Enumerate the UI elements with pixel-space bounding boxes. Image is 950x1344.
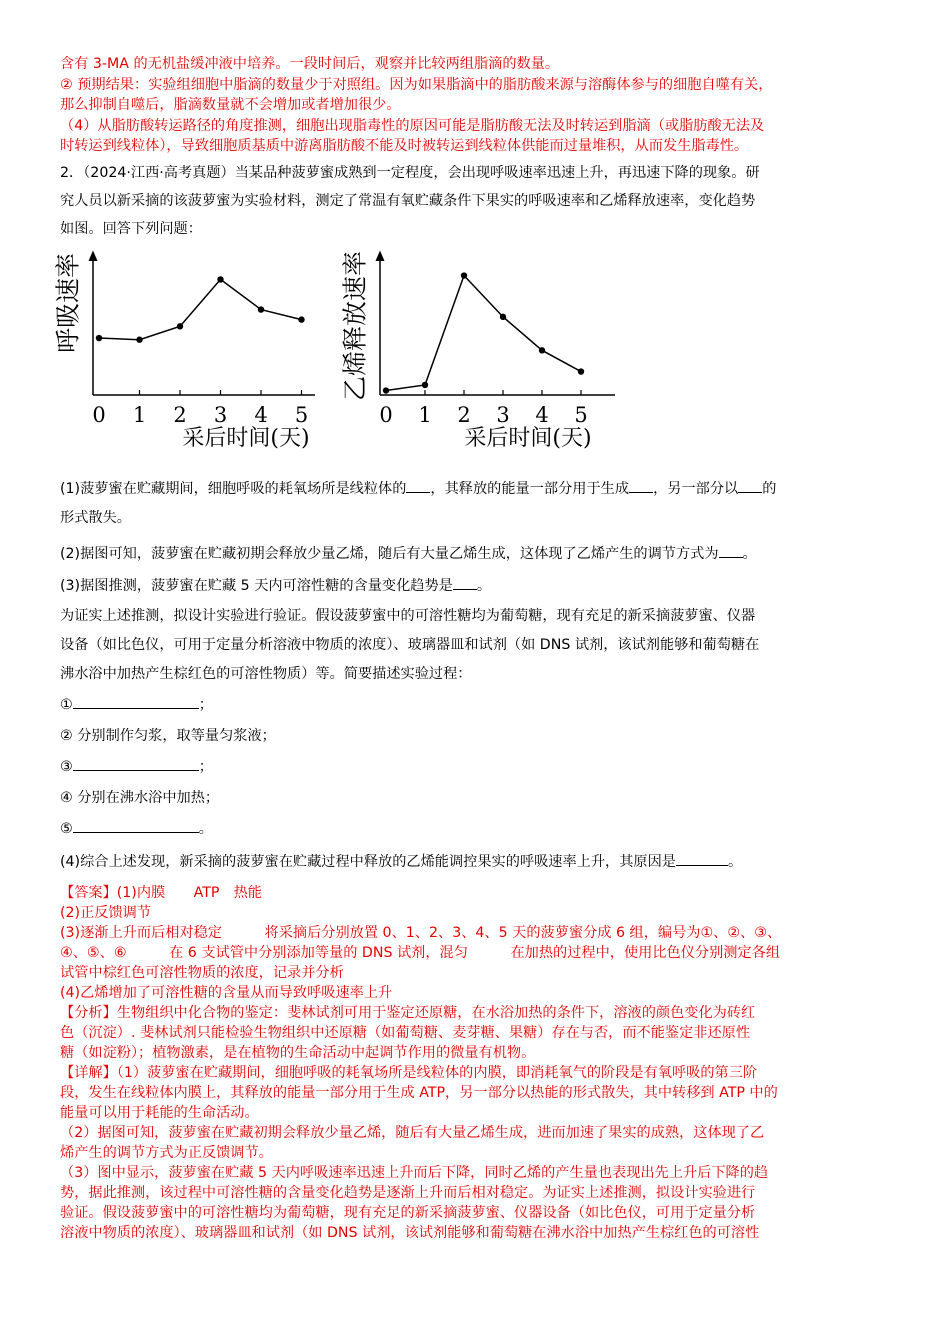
question-stem-line: 如图。回答下列问题： [60, 220, 202, 237]
data-point [217, 276, 223, 282]
question-text: ，其释放的能量一部分用于生成 [430, 480, 630, 497]
answer-blank[interactable] [73, 693, 199, 709]
step-marker: ⑤ [60, 820, 73, 837]
analysis-line: 【分析】生物组织中化合物的鉴定：斐林试剂可用于鉴定还原糖，在水浴加热的条件下，溶液的颜色变化为砖红 [60, 1004, 756, 1021]
analysis-line: 糖（如淀粉）；植物激素，是在植物的生命活动中起调节作用的微量有机物。 [60, 1044, 536, 1061]
question-text: (2)据图可知，菠萝蜜在贮藏初期会释放少量乙烯，随后有大量乙烯生成，这体现了乙烯产生的调节方式为 [60, 545, 719, 562]
text-line: ② 预期结果：实验组细胞中脂滴的数量少于对照组。因为如果脂滴中的脂肪酸来源与溶酶体参与的细胞自噬有关， [60, 76, 773, 93]
questions [60, 475, 896, 877]
x-tick-label: 0 [379, 402, 393, 427]
x-tick-label: 3 [213, 402, 228, 427]
step-punct: ； [198, 696, 213, 713]
question-intro [60, 159, 896, 243]
explanation-line: 验证。假设菠萝蜜中的可溶性糖均为葡萄糖，现有充足的新采摘菠萝蜜、仪器设备（如比色仪，可用于定量分析 [60, 1204, 756, 1221]
previous-answer-block [60, 54, 896, 157]
explanation-line: 烯产生的调节方式为正反馈调节。 [60, 1144, 273, 1161]
data-point [298, 316, 304, 322]
x-tick-label: 4 [254, 402, 268, 427]
step-marker: ③ [60, 758, 73, 775]
answer-line: (2)正反馈调节 [60, 904, 152, 921]
question-stem-line: 2．（2024·江西·高考真题）当某品种菠萝蜜成熟到一定程度，会出现呼吸速率迅速上升，再迅速下降的现象。研 [60, 164, 760, 181]
question-2 [60, 540, 896, 569]
respiration-chart-svg [53, 252, 320, 471]
question-text: 的 [762, 480, 777, 497]
x-tick-label: 5 [574, 402, 588, 427]
ethylene-chart-svg [340, 250, 643, 471]
series-line [99, 279, 302, 339]
ethylene-release-rate-chart [340, 250, 643, 475]
question-stem-line: 究人员以新采摘的该菠萝蜜为实验材料，测定了常温有氧贮藏条件下果实的呼吸速率和乙烯释放速率，变化趋势 [60, 192, 756, 209]
x-tick-label: 2 [457, 402, 471, 427]
y-axis-label: 呼吸速率 [53, 252, 83, 353]
step-punct: 。 [198, 820, 213, 837]
text-line: 含有 3-MA 的无机盐缓冲液中培养。一段时间后，观察并比较两组脂滴的数量。 [60, 56, 560, 72]
data-point [578, 368, 584, 374]
question-text: ，另一部分以 [653, 480, 739, 497]
x-axis-label: 采后时间(天) [182, 425, 310, 451]
experiment-text: 为证实上述推测，拟设计实验进行验证。假设菠萝蜜中的可溶性糖均为葡萄糖，现有充足的新采摘菠萝蜜、仪器 [60, 607, 756, 624]
question-3 [60, 572, 896, 601]
x-axis-label: 采后时间(天) [464, 425, 592, 451]
answer-line: 【答案】(1)内膜 ATP 热能 [60, 884, 262, 901]
answer-line: ④、⑤、⑥ 在 6 支试管中分别添加等量的 DNS 试剂，混匀 在加热的过程中，使用比色仪分别测定各组 [60, 944, 781, 961]
explanation-line: 能量可以用于耗能的生命活动。 [60, 1104, 259, 1121]
x-tick-label: 5 [294, 402, 309, 427]
answer-blank[interactable] [629, 477, 653, 493]
answer-line: (3)逐渐上升而后相对稳定 将采摘后分别放置 0、1、2、3、4、5 天的菠萝蜜分成 6 组，编号为①、②、③、 [60, 924, 782, 941]
answer-blank[interactable] [73, 755, 199, 771]
text-line: 时转运到线粒体），导致细胞质基质中游离脂肪酸不能及时被转运到线粒体供能而过量堆积，从而发生脂毒性。 [60, 138, 749, 154]
answer-block [60, 883, 896, 1243]
x-tick-label: 3 [496, 402, 510, 427]
explanation-line: 势，据此推测，该过程中可溶性糖的含量变化趋势是逐渐上升而后相对稳定。为证实上述推测，拟设计实验进行 [60, 1184, 756, 1201]
explanation-line: 【详解】（1）菠萝蜜在贮藏期间，细胞呼吸的耗氧场所是线粒体的内膜，即消耗氧气的阶段是有氧呼吸的第三阶 [60, 1064, 758, 1081]
answer-blank[interactable] [719, 542, 743, 558]
step-5 [60, 815, 896, 844]
explanation-line: 段，发生在线粒体内膜上，其释放的能量一部分用于生成 ATP，另一部分以热能的形式散失，其中转移到 ATP 中的 [60, 1084, 778, 1101]
figure-charts [53, 250, 896, 471]
question-text: 。 [742, 545, 757, 562]
explanation-line: （2）据图可知，菠萝蜜在贮藏初期会释放少量乙烯，随后有大量乙烯生成，进而加速了果实的成熟，这体现了乙 [60, 1124, 765, 1141]
analysis-line: 色（沉淀）. 斐林试剂只能检验生物组织中还原糖（如葡萄糖、麦芽糖、果糖）存在与否，而不能鉴定非还原性 [60, 1024, 751, 1041]
data-point [461, 272, 467, 278]
question-text: (4)综合上述发现，新采摘的菠萝蜜在贮藏过程中释放的乙烯能调控果实的呼吸速率上升，其原因是 [60, 853, 676, 870]
explanation-line: （3）图中显示，菠萝蜜在贮藏 5 天内呼吸速率迅速上升而后下降，同时乙烯的产生量也表现出先上升后下降的趋 [60, 1164, 769, 1181]
data-point [383, 387, 389, 393]
experiment-text: 设备（如比色仪，可用于定量分析溶液中物质的浓度）、玻璃器皿和试剂（如 DNS 试剂，该试剂能够和葡萄糖在 [60, 636, 760, 653]
data-point [136, 336, 142, 342]
explanation-line: 溶液中物质的浓度）、玻璃器皿和试剂（如 DNS 试剂，该试剂能够和葡萄糖在沸水浴中加热产生棕红色的可溶性 [60, 1224, 760, 1241]
x-tick-label: 4 [535, 402, 549, 427]
text-line: （4）从脂肪酸转运路径的角度推测，细胞出现脂毒性的原因可能是脂肪酸无法及时转运到脂滴（或脂肪酸无法及 [60, 117, 765, 134]
step-marker: ① [60, 696, 73, 713]
answer-line: (4)乙烯增加了可溶性糖的含量从而导致呼吸速率上升 [60, 984, 393, 1001]
x-tick-label: 2 [173, 402, 187, 427]
question-1-continued: 形式散失。 [60, 509, 131, 526]
question-1 [60, 475, 896, 504]
data-point [177, 323, 183, 329]
step-4: ④ 分别在沸水浴中加热； [60, 789, 220, 806]
x-tick-label: 0 [92, 402, 106, 427]
text-line: 那么抑制自噬后，脂滴数量就不会增加或者增加很少。 [60, 97, 401, 113]
answer-blank[interactable] [676, 850, 728, 866]
answer-blank[interactable] [738, 477, 762, 493]
answer-line: 试管中棕红色可溶性物质的浓度，记录并分析 [60, 964, 344, 981]
experiment-text: 沸水浴中加热产生棕红色的可溶性物质）等。简要描述实验过程： [60, 665, 472, 682]
data-point [258, 306, 264, 312]
y-axis-label: 乙烯释放速率 [340, 250, 370, 401]
step-1 [60, 691, 896, 720]
step-punct: ； [198, 758, 213, 775]
respiration-rate-chart [53, 252, 320, 475]
step-2: ② 分别制作匀浆，取等量匀浆液； [60, 727, 276, 744]
data-point [96, 334, 102, 340]
answer-blank[interactable] [73, 817, 199, 833]
answer-blank[interactable] [453, 574, 477, 590]
question-text: (1)菠萝蜜在贮藏期间，细胞呼吸的耗氧场所是线粒体的 [60, 480, 407, 497]
question-text: 。 [727, 853, 743, 870]
question-4 [60, 848, 896, 877]
answer-blank[interactable] [406, 477, 430, 493]
question-text: 。 [476, 577, 492, 594]
step-3 [60, 753, 896, 782]
document-page [53, 54, 896, 1243]
x-tick-label: 1 [132, 402, 147, 427]
data-point [500, 313, 506, 319]
x-tick-label: 1 [418, 402, 432, 427]
question-text: (3)据图推测，菠萝蜜在贮藏 5 天内可溶性糖的含量变化趋势是 [60, 577, 453, 594]
data-point [539, 347, 545, 353]
data-point [422, 381, 428, 387]
series-line [386, 275, 581, 390]
